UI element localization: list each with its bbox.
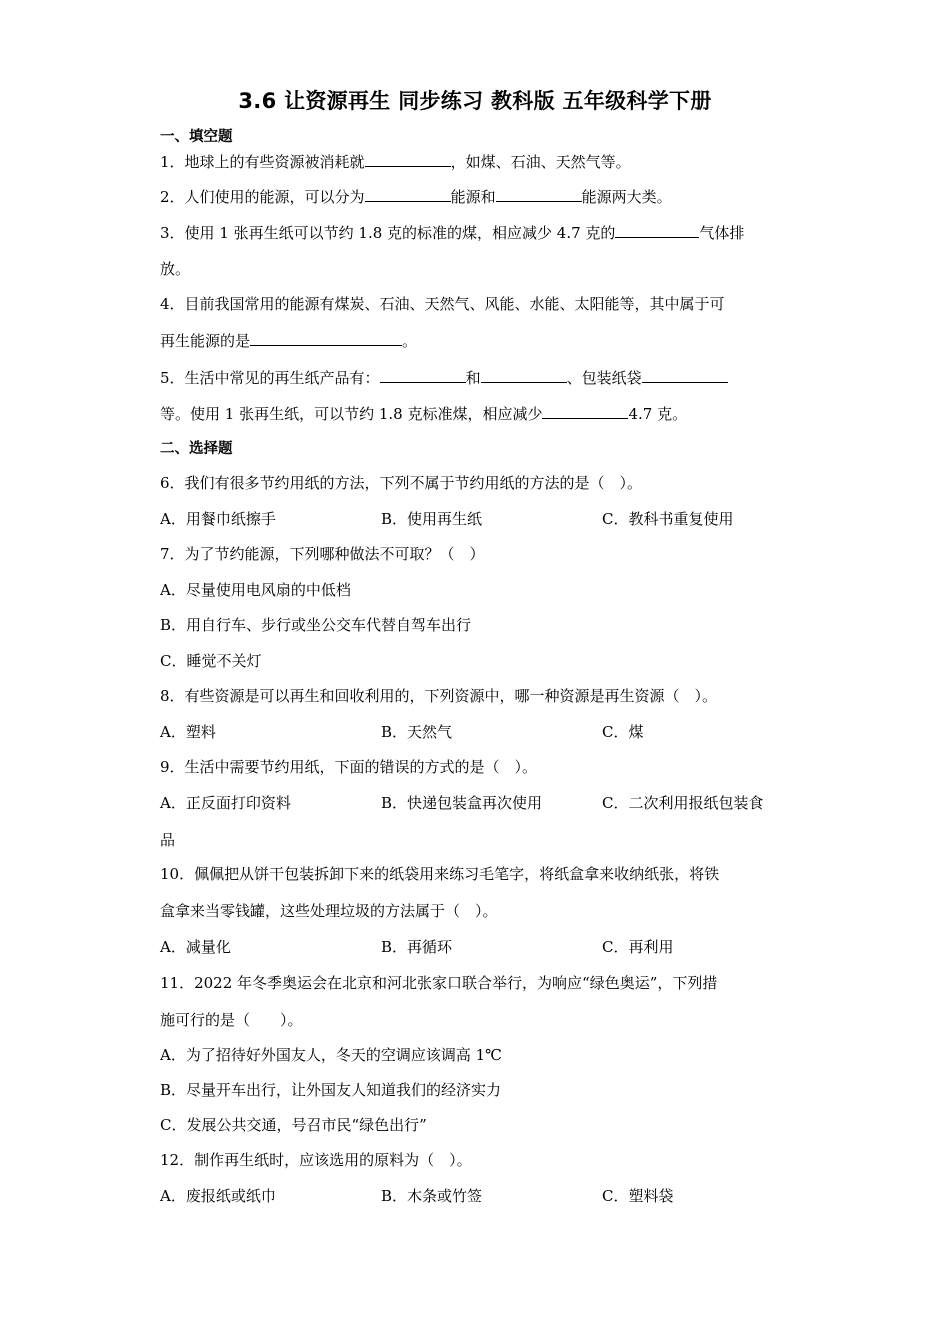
option-b[interactable]: B．再循环 bbox=[381, 938, 453, 956]
section-heading-fill-in: 一、填空题 bbox=[160, 129, 233, 145]
question-11-continuation: 施可行的是（ ）。 bbox=[160, 1011, 303, 1029]
question-11 bbox=[160, 973, 800, 993]
section-heading-multiple-choice: 二、选择题 bbox=[160, 441, 233, 457]
answer-blank[interactable] bbox=[365, 151, 451, 167]
option-c-continuation: 品 bbox=[160, 831, 176, 849]
option-b[interactable]: B．快递包装盒再次使用 bbox=[381, 794, 543, 812]
option-c[interactable]: C．再利用 bbox=[602, 938, 674, 956]
question-number: 3． bbox=[160, 224, 185, 242]
question-text: 4.7 克。 bbox=[628, 405, 688, 423]
question-text: 地球上的有些资源被消耗就 bbox=[184, 153, 365, 171]
question-8 bbox=[160, 686, 800, 706]
question-9 bbox=[160, 757, 800, 777]
question-10 bbox=[160, 864, 800, 884]
option-c[interactable]: C．二次利用报纸包装食 bbox=[602, 794, 764, 812]
question-2 bbox=[160, 186, 800, 207]
answer-blank[interactable] bbox=[496, 186, 582, 202]
option-a[interactable]: A．用餐巾纸擦手 bbox=[160, 510, 276, 528]
question-text: 、包装纸袋 bbox=[566, 369, 642, 387]
answer-blank[interactable] bbox=[642, 367, 728, 383]
answer-blank[interactable] bbox=[380, 367, 466, 383]
option-a[interactable]: A．废报纸或纸巾 bbox=[160, 1187, 276, 1205]
question-text: 目前我国常用的能源有煤炭、石油、天然气、风能、水能、太阳能等，其中属于可 bbox=[184, 295, 725, 313]
question-text: 为了节约能源，下列哪种做法不可取？（ ） bbox=[184, 545, 485, 563]
option-c[interactable]: C．煤 bbox=[602, 723, 644, 741]
option-a[interactable]: A．减量化 bbox=[160, 938, 231, 956]
question-text: 使用 1 张再生纸可以节约 1.8 克的标准的煤，相应减少 4.7 克的 bbox=[184, 224, 616, 242]
option-c[interactable]: C．教科书重复使用 bbox=[602, 510, 734, 528]
question-7 bbox=[160, 544, 800, 564]
question-text: 。 bbox=[402, 332, 418, 350]
option-c[interactable]: C．塑料袋 bbox=[602, 1187, 674, 1205]
question-text: ，如煤、石油、天然气等。 bbox=[450, 153, 631, 171]
question-text: 有些资源是可以再生和回收利用的，下列资源中，哪一种资源是再生资源（ ）。 bbox=[184, 687, 718, 705]
question-1 bbox=[160, 151, 800, 172]
question-number: 5． bbox=[160, 369, 185, 387]
question-5 bbox=[160, 367, 800, 388]
question-number: 7． bbox=[160, 545, 185, 563]
question-text: 生活中需要节约用纸，下面的错误的方式的是（ ）。 bbox=[184, 758, 538, 776]
question-5-continuation bbox=[160, 403, 800, 424]
question-number: 10． bbox=[160, 865, 195, 883]
question-text: 能源两大类。 bbox=[581, 188, 672, 206]
question-number: 1． bbox=[160, 153, 185, 171]
option-a[interactable]: A．正反面打印资料 bbox=[160, 794, 291, 812]
option-b[interactable]: B．天然气 bbox=[381, 723, 453, 741]
answer-blank[interactable] bbox=[365, 186, 451, 202]
answer-blank[interactable] bbox=[542, 403, 628, 419]
question-text: 和 bbox=[465, 369, 481, 387]
question-number: 12． bbox=[160, 1151, 195, 1169]
page-title: 3.6 让资源再生 同步练习 教科版 五年级科学下册 bbox=[238, 89, 712, 113]
question-text: 再生能源的是 bbox=[160, 332, 251, 350]
question-number: 11． bbox=[160, 974, 195, 992]
option-b[interactable]: B．用自行车、步行或坐公交车代替自驾车出行 bbox=[160, 616, 472, 634]
question-3 bbox=[160, 222, 800, 243]
question-text: 2022 年冬季奥运会在北京和河北张家口联合举行，为响应“绿色奥运”，下列措 bbox=[194, 974, 718, 992]
question-number: 8． bbox=[160, 687, 185, 705]
option-a[interactable]: A．为了招待好外国友人，冬天的空调应该调高 1℃ bbox=[160, 1046, 502, 1064]
option-c[interactable]: C．睡觉不关灯 bbox=[160, 652, 262, 670]
answer-blank[interactable] bbox=[481, 367, 567, 383]
question-6 bbox=[160, 473, 800, 493]
question-text: 等。使用 1 张再生纸，可以节约 1.8 克标准煤，相应减少 bbox=[160, 405, 543, 423]
question-4-continuation bbox=[160, 330, 800, 351]
question-text: 人们使用的能源，可以分为 bbox=[184, 188, 365, 206]
option-b[interactable]: B．使用再生纸 bbox=[381, 510, 483, 528]
option-a[interactable]: A．塑料 bbox=[160, 723, 216, 741]
question-number: 6． bbox=[160, 474, 185, 492]
option-b[interactable]: B．尽量开车出行，让外国友人知道我们的经济实力 bbox=[160, 1081, 502, 1099]
question-4 bbox=[160, 294, 800, 314]
question-number: 4． bbox=[160, 295, 185, 313]
question-number: 9． bbox=[160, 758, 185, 776]
question-text: 佩佩把从饼干包装拆卸下来的纸袋用来练习毛笔字，将纸盒拿来收纳纸张，将铁 bbox=[194, 865, 720, 883]
answer-blank[interactable] bbox=[615, 222, 699, 238]
question-10-continuation: 盒拿来当零钱罐，这些处理垃圾的方法属于（ ）。 bbox=[160, 902, 498, 920]
question-text: 制作再生纸时，应该选用的原料为（ ）。 bbox=[194, 1151, 472, 1169]
question-number: 2． bbox=[160, 188, 185, 206]
option-c[interactable]: C．发展公共交通，号召市民“绿色出行” bbox=[160, 1116, 427, 1134]
question-text: 生活中常见的再生纸产品有： bbox=[184, 369, 380, 387]
answer-blank[interactable] bbox=[250, 330, 402, 346]
question-text: 能源和 bbox=[450, 188, 496, 206]
question-text: 我们有很多节约用纸的方法，下列不属于节约用纸的方法的是（ ）。 bbox=[184, 474, 643, 492]
option-a[interactable]: A．尽量使用电风扇的中低档 bbox=[160, 581, 351, 599]
question-3-continuation: 放。 bbox=[160, 260, 191, 278]
question-text: 气体排 bbox=[699, 224, 745, 242]
option-b[interactable]: B．木条或竹签 bbox=[381, 1187, 483, 1205]
question-12 bbox=[160, 1150, 800, 1170]
